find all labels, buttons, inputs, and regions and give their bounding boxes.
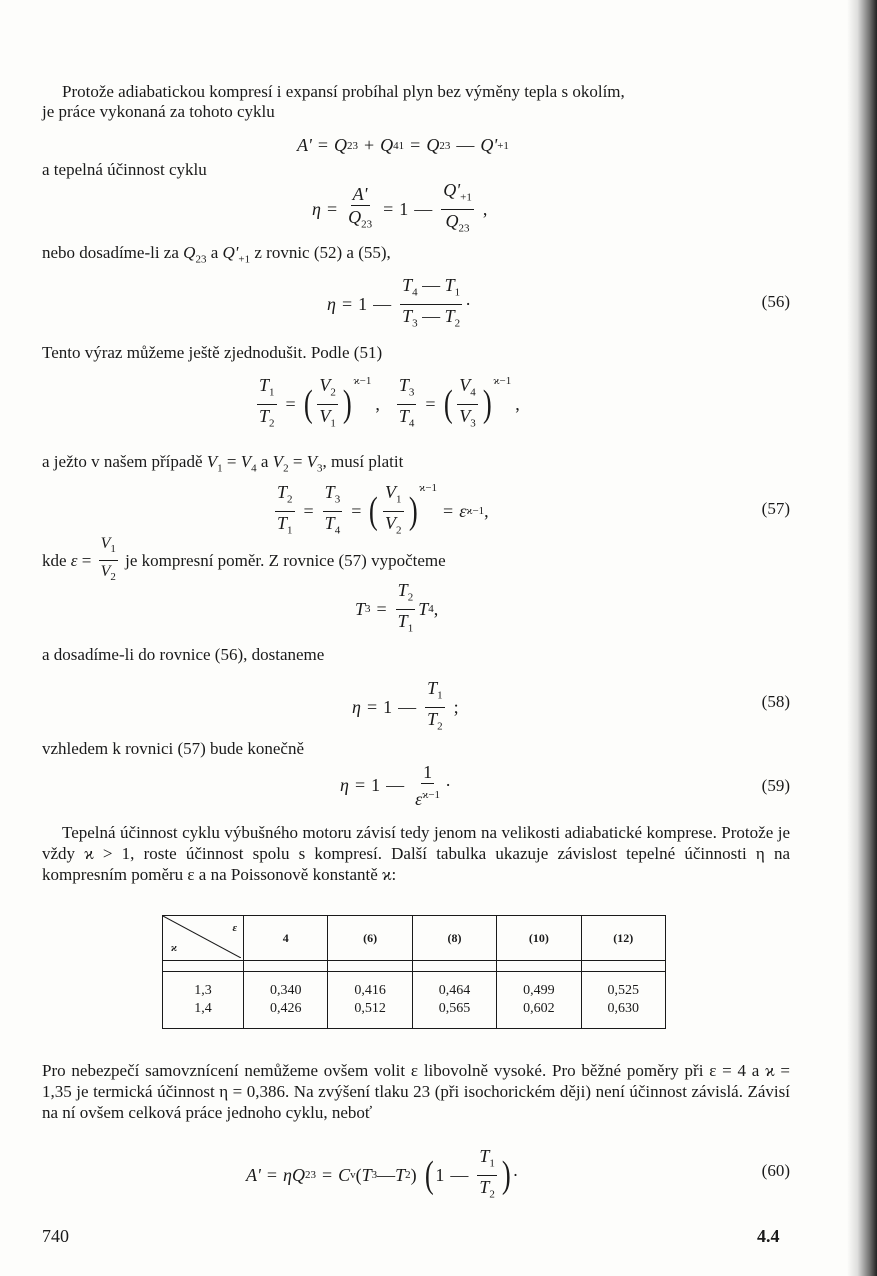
table-cell: 0,499 0,602 bbox=[497, 972, 581, 1029]
text-line: vzhledem k rovnici (57) bude konečně bbox=[42, 739, 304, 758]
equation-number-60: (60) bbox=[761, 1161, 790, 1180]
table-cell: 0,464 0,565 bbox=[412, 972, 496, 1029]
equation-59: η = 1 — $\frac{1}{\varepsilon^{ϰ-1}}$ · bbox=[340, 762, 452, 809]
equation-58: η = 1 — $\frac{T_1}{T_2}$ ; bbox=[352, 678, 459, 733]
equation-t3: T 3 = $\frac{T_2}{T_1}$ T 4 , bbox=[355, 580, 439, 635]
text-line: a ježto v našem případě $V_1 = V_4$ a $V_2 = V_3$, musí platit bbox=[42, 452, 404, 475]
column-header: (6) bbox=[328, 916, 412, 961]
text-line: je práce vykonaná za tohoto cyklu bbox=[42, 102, 275, 121]
paragraph: Pro nebezpečí samovznícení nemůžeme ovšem volit ε libovolně vysoké. Pro běžné poměry při ε = 4 a ϰ = 1,35 je termická účinnost η = 0,386. Na zvýšení tlaku 23 (při isochorickém ději) není účinnost závislá. Závisí na ní ovšem celková práce jednoho cyklu, neboť bbox=[42, 1061, 790, 1122]
kappa-values: 1,3 1,4 bbox=[163, 972, 244, 1029]
efficiency-table bbox=[162, 915, 666, 1029]
equation-efficiency: η = $\frac{A'}{Q_{23}}$ = 1 — $\frac{Q'_{+1}}{Q_{23}}$ , bbox=[312, 180, 488, 235]
equation-number-56: (56) bbox=[761, 292, 790, 311]
table-cell: 0,340 0,426 bbox=[244, 972, 328, 1029]
kappa-header: ϰ bbox=[171, 942, 178, 954]
equation-number-59: (59) bbox=[761, 776, 790, 795]
table-cell: 0,525 0,630 bbox=[581, 972, 665, 1029]
text-line: a tepelná účinnost cyklu bbox=[42, 160, 207, 179]
text-line: a dosadíme-li do rovnice (56), dostaneme bbox=[42, 645, 325, 664]
equation-60: A' = η Q 23 = C v ( T 3 — T 2 ) ( 1 — $\frac{T_1}{T_2}$ ) · bbox=[246, 1146, 519, 1201]
column-header: (8) bbox=[412, 916, 496, 961]
text-line: Tento výraz můžeme ještě zjednodušit. Podle (51) bbox=[42, 343, 383, 362]
paragraph: Tepelná účinnost cyklu výbušného motoru závisí tedy jenom na velikosti adiabatické komprese. Protože je vždy ϰ > 1, roste účinnost spolu s kompresí. Další tabulka ukazuje závislost tepelné účinnosti η na kompresním poměru ε a na Poissonově konstantě ϰ: bbox=[42, 823, 790, 884]
column-header: 4 bbox=[244, 916, 328, 961]
equation-57: $\frac{T_2}{T_1}$ = $\frac{T_3}{T_4}$ = ( $\frac{V_1}{V_2}$ ) $^{ϰ-1}$ = ε ϰ−1 , bbox=[277, 482, 489, 537]
table-corner-cell bbox=[163, 916, 244, 961]
page-edge-shadow bbox=[847, 0, 877, 1276]
text-line: nebo dosadíme-li za $Q_{23}$ a $Q'_{+1}$ z rovnic (52) a (55), bbox=[42, 243, 391, 266]
equation-number-58: (58) bbox=[761, 692, 790, 711]
equation-number-57: (57) bbox=[761, 499, 790, 518]
equation-56: η = 1 — $\frac{T_4 — T_1}{T_3 — T_2}$ · bbox=[327, 275, 472, 330]
table-cell: 0,416 0,512 bbox=[328, 972, 412, 1029]
equation-work: A' = Q 23 + Q 41 = Q 23 — Q' +1 bbox=[297, 135, 509, 155]
text-line: Protože adiabatickou kompresí i expansí probíhal plyn bez výměny tepla s okolím, bbox=[62, 82, 625, 101]
text-line: kde ε = $\frac{V_1}{V_2}$ je kompresní poměr. Z rovnice (57) vypočteme bbox=[42, 535, 446, 584]
epsilon-header: ε bbox=[232, 922, 237, 934]
equation-adiabatic-relations: $\frac{T_1}{T_2}$ = ( $\frac{V_2}{V_1}$ ) $^{ϰ-1}$ , $\frac{T_3}{T_4}$ = ( $\frac{V_4}{V_3}$ ) $^{ϰ-1}$ , bbox=[259, 375, 520, 430]
section-number: 4.4 bbox=[757, 1226, 780, 1246]
column-header: (12) bbox=[581, 916, 665, 961]
page-number: 740 bbox=[42, 1226, 69, 1246]
column-header: (10) bbox=[497, 916, 581, 961]
